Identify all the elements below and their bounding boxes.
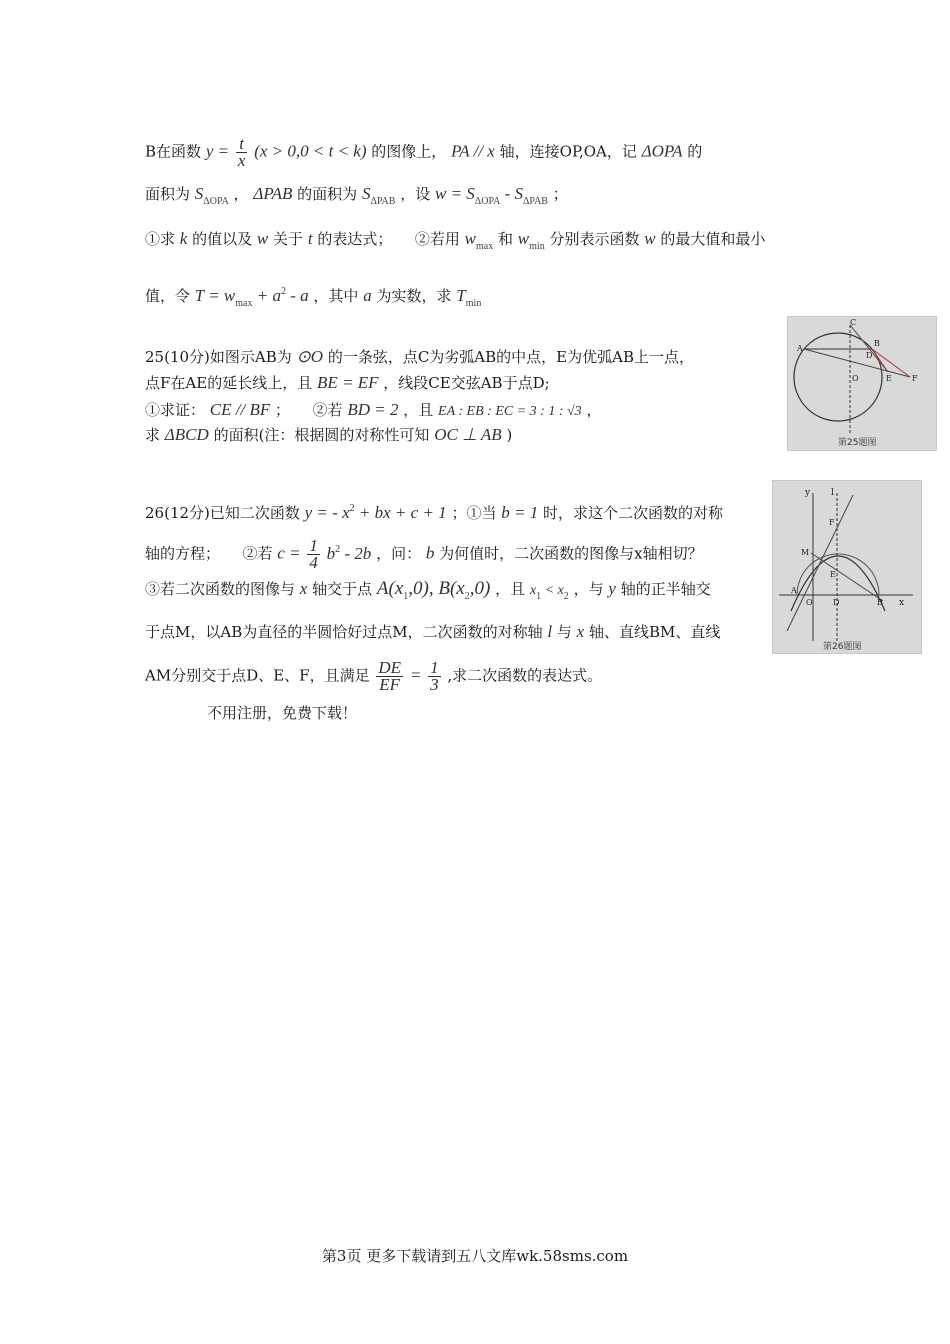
math: a <box>363 286 372 305</box>
line-am <box>787 495 853 631</box>
text: ，且 <box>495 580 526 598</box>
text: 为实数，求 <box>376 287 452 305</box>
text: ，且 <box>403 401 434 419</box>
text: 的最大值和最小 <box>660 230 766 248</box>
circle-diagram <box>788 317 936 450</box>
text: ，设 <box>400 185 431 203</box>
fraction: $\frac{t}{x}$ <box>237 134 246 170</box>
text: 的 <box>687 142 703 161</box>
q24-line3 <box>145 228 765 258</box>
text: 求 <box>145 426 161 444</box>
circle-o <box>794 333 882 421</box>
math: $A(x_1,0)$, $B(x_2,0)$ <box>376 578 491 602</box>
text: ③若二次函数的图像与 <box>145 580 296 598</box>
math: ⊙O <box>296 347 324 366</box>
fraction: $\frac{DE}{EF}$ <box>378 658 402 694</box>
math: t <box>307 229 313 248</box>
text: ①求 <box>145 230 176 248</box>
math: k <box>179 229 188 248</box>
label-b: B <box>877 598 883 607</box>
segment-be <box>872 349 888 372</box>
label-d: D <box>866 351 873 360</box>
semicircle <box>797 554 879 595</box>
segment-bf <box>872 349 910 377</box>
text: ， <box>586 401 602 419</box>
math: b = 1 <box>501 503 539 522</box>
math: w <box>256 229 269 248</box>
math: $x_1 < x_2$ <box>529 583 569 602</box>
math: (x > 0,0 < t < k) <box>254 141 367 161</box>
figure-25-caption: 第25题图 <box>838 438 877 448</box>
text: 的图像上， <box>371 142 447 161</box>
text: 的一条弦，点C为劣弧AB的中点，E为优弧AB上一点， <box>327 348 694 366</box>
math: x <box>299 579 308 598</box>
text: ) <box>506 426 513 444</box>
text: 时，求这个二次函数的对称 <box>543 504 724 522</box>
math: CE // BF <box>209 400 271 419</box>
text: 的面积(注：根据圆的对称性可知 <box>213 426 430 444</box>
text: ,求二次函数的表达式。 <box>447 666 603 685</box>
math: $w = S_{\Delta OPA} - S_{\Delta PAB}$ <box>434 184 548 207</box>
text: B在函数 <box>145 142 202 161</box>
q24-line4 <box>145 281 481 315</box>
label-f: F <box>912 374 918 383</box>
text: 轴、直线BM、直线 <box>589 623 721 641</box>
text: 轴的方程； ②若 <box>145 544 273 563</box>
math: $S_{\Delta OPA}$ <box>194 184 229 207</box>
math: $b^2 - 2b$ <box>326 543 372 563</box>
text: 面积为 <box>145 185 191 203</box>
math: x <box>576 622 585 641</box>
text: 的面积为 <box>297 185 358 203</box>
text: ，其中 <box>313 287 359 305</box>
text: ， <box>233 185 249 203</box>
math: PA // x <box>451 141 495 161</box>
text: 轴的正半轴交 <box>620 580 711 598</box>
math: ΔOPA <box>641 141 683 161</box>
download-note: 不用注册，免费下载！ <box>207 704 358 722</box>
q26-line3 <box>145 578 711 608</box>
text: 轴交于点 <box>312 580 373 598</box>
text: 轴，连接OP,OA，记 <box>499 142 637 161</box>
math: $w_{min}$ <box>517 229 545 252</box>
page-footer: 第3页 更多下载请到五八文库wk.58sms.com <box>321 1247 629 1265</box>
math: $T_{min}$ <box>456 286 482 309</box>
figure-26 <box>772 480 922 654</box>
text: 25(10分)如图示AB为 <box>145 348 292 366</box>
text: ； ②若 <box>275 401 343 419</box>
label-x: x <box>899 598 905 608</box>
math: y = <box>205 141 230 161</box>
math: y = - $x^2$ + bx + c + 1 <box>304 503 447 522</box>
text: ，与 <box>573 580 604 598</box>
text: ，线段CE交弦AB于点D; <box>383 374 550 392</box>
fraction: $\frac{1}{3}$ <box>430 658 439 694</box>
label-l: l <box>831 488 834 498</box>
label-b: B <box>874 339 880 348</box>
figure-25 <box>787 316 937 451</box>
label-e: E <box>886 374 892 383</box>
math: c = <box>277 543 301 563</box>
text: 26(12分)已知二次函数 <box>145 504 300 522</box>
math: b <box>425 543 435 563</box>
math: $T = w_{max} + a^2 - a$ <box>194 286 309 309</box>
text: 的值以及 <box>192 230 253 248</box>
q24-line1 <box>145 136 702 169</box>
text: 值，令 <box>145 287 191 305</box>
text: 关于 <box>273 230 304 248</box>
math: $S_{\Delta PAB}$ <box>361 184 396 207</box>
figure-26-caption: 第26题图 <box>823 642 862 652</box>
text: ； <box>552 185 568 203</box>
q26-line4 <box>145 621 720 643</box>
label-o: O <box>852 374 859 383</box>
label-m: M <box>801 548 810 557</box>
label-a: A <box>797 344 803 353</box>
q26-line1 <box>145 498 723 524</box>
text: 点F在AE的延长线上，且 <box>145 374 313 392</box>
q26-line5 <box>145 660 602 693</box>
text: ，问： <box>376 544 422 563</box>
text: ①求证： <box>145 401 206 419</box>
math: $w_{max}$ <box>464 229 494 252</box>
text: 于点M，以AB为直径的半圆恰好过点M，二次函数的对称轴 <box>145 623 543 641</box>
line-af <box>804 349 910 377</box>
q25-line3 <box>145 399 601 423</box>
math: BE = EF <box>316 373 379 392</box>
math: y <box>608 579 616 598</box>
parabola-diagram <box>773 481 921 653</box>
q26-line2 <box>145 538 703 571</box>
math: l <box>547 622 553 641</box>
math: w <box>644 229 656 248</box>
fraction: $\frac{1}{4}$ <box>309 536 318 572</box>
label-e: E <box>830 570 836 579</box>
label-d: D <box>833 598 840 607</box>
math: EA : EB : EC = 3 : 1 : √3 <box>438 404 582 419</box>
math: ΔBCD <box>164 425 209 444</box>
math: ΔPAB <box>253 184 293 203</box>
label-f: F <box>829 518 835 527</box>
text: 分别表示函数 <box>549 230 640 248</box>
text: 的表达式； ②若用 <box>317 230 460 248</box>
label-c: C <box>850 318 857 327</box>
math: = <box>409 665 422 685</box>
label-a: A <box>791 586 797 595</box>
text: 和 <box>498 230 514 248</box>
q24-line2 <box>145 183 568 213</box>
text: 为何值时，二次函数的图像与x轴相切？ <box>439 544 703 563</box>
label-o: O <box>806 598 813 607</box>
text: 与 <box>556 623 572 641</box>
label-y: y <box>805 488 811 498</box>
q25-line2 <box>145 372 550 394</box>
q25-line1 <box>145 346 694 368</box>
q25-line4 <box>145 424 512 446</box>
text: ；①当 <box>451 504 497 522</box>
math: OC ⊥ AB <box>434 425 502 444</box>
math: BD = 2 <box>347 400 399 419</box>
text: AM分别交于点D、E、F，且满足 <box>145 666 370 685</box>
